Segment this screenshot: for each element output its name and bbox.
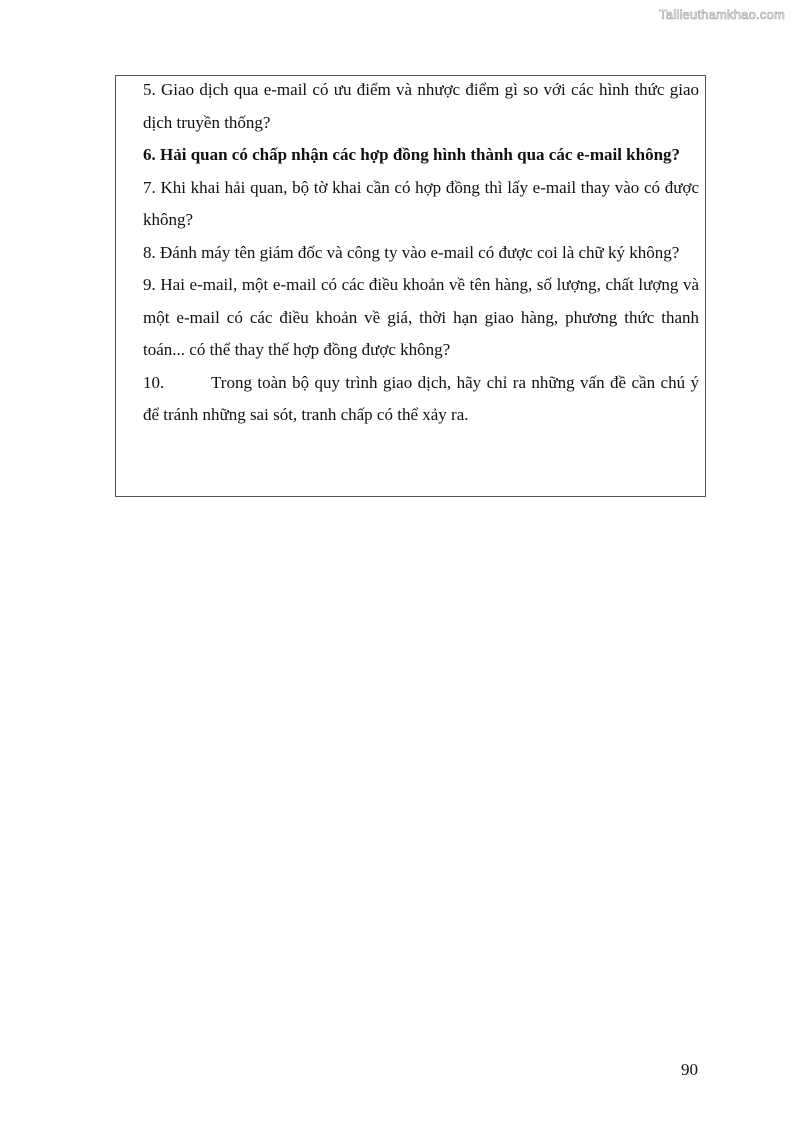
question-6: 6. Hải quan có chấp nhận các hợp đồng hình thành qua các e-mail không?	[143, 145, 681, 164]
question-5: 5. Giao dịch qua e-mail có ưu điểm và nhược điểm gì so với các hình thức giao dịch truyền thống?	[143, 80, 699, 132]
page-number: 90	[681, 1060, 698, 1079]
question-10-number: 10.	[143, 372, 165, 392]
question-8: 8. Đánh máy tên giám đốc và công ty vào e-mail có được coi là chữ ký không?	[143, 242, 680, 262]
question-7: 7. Khi khai hải quan, bộ tờ khai cần có hợp đồng thì lấy e-mail thay vào có được không?	[143, 177, 699, 229]
question-10-text: Trong toàn bộ quy trình giao dịch, hãy chỉ ra những vấn đề cần chú ý để tránh những sai sót, tranh chấp có thể xảy ra.	[143, 372, 699, 424]
watermark-text: Tailieuthamkhao.com	[659, 7, 785, 22]
question-box	[115, 75, 706, 497]
question-9: 9. Hai e-mail, một e-mail có các điều khoản về tên hàng, số lượng, chất lượng và một e-mail có các điều khoản về giá, thời hạn giao hàng, phương thức thanh toán... có thể thay thế hợp đồng được không?	[143, 275, 699, 359]
question-10	[143, 367, 699, 432]
